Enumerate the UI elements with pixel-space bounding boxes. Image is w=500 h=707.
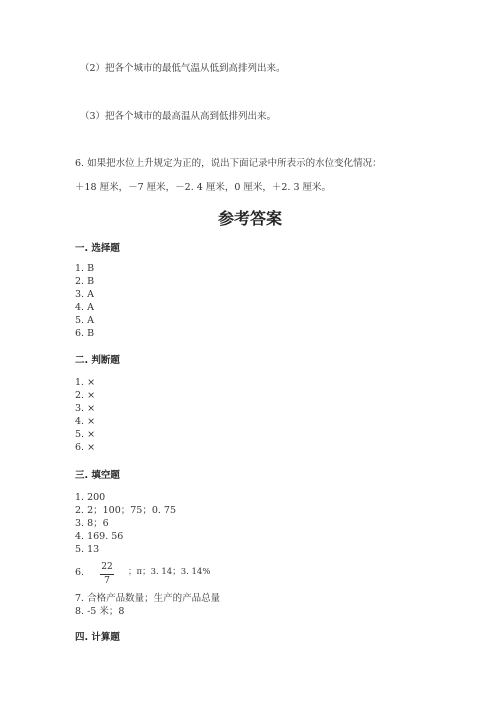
list-item: 1. × — [75, 377, 96, 388]
list-item: 8. -5 米；8 — [75, 606, 125, 617]
fraction-numerator: 22 — [101, 562, 113, 572]
question-5-part-2: （2）把各个城市的最低气温从低到高排列出来。 — [80, 63, 286, 74]
question-6-values: ＋18 厘米，－7 厘米，－2. 4 厘米，0 厘米，＋2. 3 厘米。 — [75, 182, 332, 193]
answer-title: 参考答案 — [217, 209, 282, 228]
list-item: 3. × — [75, 403, 96, 414]
list-item: 5. A — [75, 315, 94, 326]
list-item: 2. 2；100；75；0. 75 — [75, 505, 177, 516]
list-item: 5. 13 — [75, 544, 100, 555]
list-item: 1. 200 — [75, 492, 106, 503]
section-heading-calculation: 四. 计算题 — [75, 632, 120, 643]
list-item: 5. × — [75, 429, 96, 440]
section-heading-fill-blank: 三. 填空题 — [75, 470, 120, 481]
list-item: 6. × — [75, 442, 96, 453]
section-heading-choice: 一. 选择题 — [75, 243, 120, 254]
fraction — [100, 562, 114, 587]
list-item: 4. × — [75, 416, 96, 427]
list-item: 2. B — [75, 276, 95, 287]
question-6: 6. 如果把水位上升规定为正的，说出下面记录中所表示的水位变化情况： — [75, 158, 382, 169]
fraction-bar — [100, 574, 114, 575]
fraction-denominator: 7 — [104, 576, 110, 586]
list-item-6-rest: ；π；3. 14；3. 14% — [128, 567, 211, 577]
list-item: 6. B — [75, 328, 95, 339]
list-item: 7. 合格产品数量；生产的产品总量 — [75, 593, 221, 604]
list-item: 4. 169. 56 — [75, 531, 124, 542]
section-heading-judgment: 二. 判断题 — [75, 355, 120, 366]
question-5-part-3: （3）把各个城市的最高温从高到低排列出来。 — [80, 111, 277, 122]
list-item-6-label: 6. — [75, 567, 85, 578]
list-item: 4. A — [75, 302, 94, 313]
list-item: 3. 8；6 — [75, 518, 109, 529]
list-item: 1. B — [75, 263, 95, 274]
list-item: 2. × — [75, 390, 96, 401]
list-item: 3. A — [75, 289, 94, 300]
